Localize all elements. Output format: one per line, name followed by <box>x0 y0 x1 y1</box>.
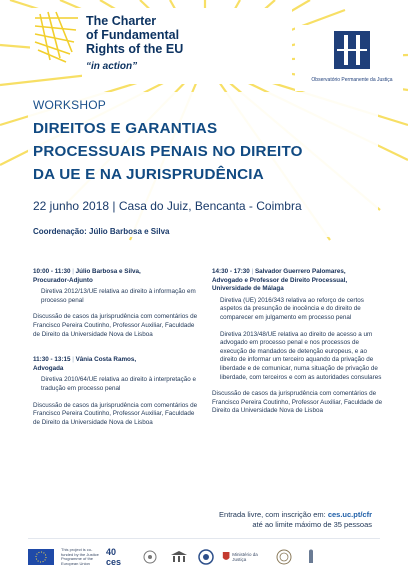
session-2-directive: Diretiva 2010/64/UE relativa ao direito à interpretação e tradução em processo penal <box>41 376 197 392</box>
statue-logo-icon <box>302 549 320 565</box>
registration-text: Entrada livre, com inscrição em: <box>219 510 326 519</box>
charter-tagline: “in action” <box>86 61 138 72</box>
session-1-discussion: Discussão de casos da jurisprudência com comentários de Francisco Pereira Coutinho, Professor Auxiliar, Faculdade de Direito da Universidade Nova de Lisboa <box>33 313 198 338</box>
event-date-place: 22 junho 2018 | Casa do Juiz, Bencanta - Coimbra <box>33 199 302 213</box>
eu-flag-icon <box>28 549 54 565</box>
charter-line-3: Rights of the EU <box>86 42 184 56</box>
session-2-time: 11:30 - 13:15 <box>33 356 71 364</box>
event-coordination: Coordenação: Júlio Barbosa e Silva <box>33 227 170 236</box>
observatory-caption: Observatório Permanente da Justiça <box>311 77 393 83</box>
charter-line-2: of Fundamental <box>86 28 180 42</box>
session-3-directive-2: Diretiva 2013/48/UE relativa ao direito de acesso a um advogado em processo penal e nos processos de execução de mandados de detenção europeus, e ao direito de informar um terceiro aquando da privação de liberdade e de comunicar, numa situação de privação de liberdade, com terceiros e com as autoridades consulares <box>220 330 382 381</box>
registration-line <box>205 510 372 520</box>
ministry-shield-icon <box>222 550 230 564</box>
session-3-directive-1: Diretiva (UE) 2016/343 relativa ao reforço de certos aspetos da presunção de inocência e do direito de comparecer em julgamento em processo penal <box>220 296 364 321</box>
registration-info <box>219 510 372 530</box>
charter-line-1: The Charter <box>86 14 157 28</box>
event-title <box>33 117 303 186</box>
partner-logos <box>28 545 378 569</box>
ces-40-logo: 40 ces <box>106 547 122 567</box>
session-2-header: 11:30 - 13:15 | Vânia Costa Ramos, <box>33 356 137 364</box>
footer-divider <box>28 538 380 539</box>
registration-limit: até ao limite máximo de 35 pessoas <box>252 520 372 529</box>
uc-logo-icon <box>139 549 161 565</box>
session-2-role: Advogada <box>33 364 64 372</box>
event-title-line-2: PROCESSUAIS PENAIS NO DIREITO <box>33 143 303 160</box>
event-type: WORKSHOP <box>33 98 106 112</box>
session-3-header: 14:30 - 17:30 | Salvador Guerrero Palomares, <box>212 268 346 275</box>
session-3-time: 14:30 - 17:30 <box>212 268 250 275</box>
event-title-line-3: DA UE E NA JURISPRUDÊNCIA <box>33 166 264 183</box>
charter-heading <box>86 14 183 74</box>
unesco-logo-icon <box>168 549 190 565</box>
seal-logo-icon <box>197 549 215 565</box>
session-1-role: Procurador-Adjunto <box>33 276 93 284</box>
session-1-time: 10:00 - 11:30 <box>33 268 71 275</box>
session-2-discussion: Discussão de casos da jurisprudência com comentários de Francisco Pereira Coutinho, Professor Auxiliar, Faculdade de Direito da Universidade Nova de Lisboa <box>33 401 198 426</box>
ministry-name: Ministério da Justiça <box>232 552 258 562</box>
session-2-speaker: Vânia Costa Ramos, <box>75 356 137 364</box>
observatory-logo-icon <box>333 30 371 70</box>
session-1-speaker: Júlio Barbosa e Silva, <box>75 268 141 275</box>
ministry-logo <box>222 549 266 565</box>
program-left-column <box>33 268 201 427</box>
event-title-line-1: DIREITOS E GARANTIAS <box>33 120 218 137</box>
session-1-header: 10:00 - 11:30 | Júlio Barbosa e Silva, <box>33 268 141 275</box>
session-3-speaker: Salvador Guerrero Palomares, <box>254 268 346 275</box>
registration-link[interactable]: ces.uc.pt/cfr <box>327 510 372 519</box>
session-1-directive: Diretiva 2012/13/UE relativa ao direito à informação em processo penal <box>41 288 196 304</box>
session-3-role: Advogado e Professor de Direito Processual, Universidade de Málaga <box>212 276 348 293</box>
university-seal-icon <box>273 549 295 565</box>
observatory-logo <box>302 30 402 83</box>
eu-funding-note: This project is co-funded by the Justice Programme of the European Union <box>61 547 99 566</box>
session-3-discussion: Discussão de casos da jurisprudência com comentários de Francisco Pereira Coutinho, Professor Auxiliar, Faculdade de Direito da Universidade Nova de Lisboa <box>212 390 383 415</box>
program-right-column <box>212 268 384 416</box>
